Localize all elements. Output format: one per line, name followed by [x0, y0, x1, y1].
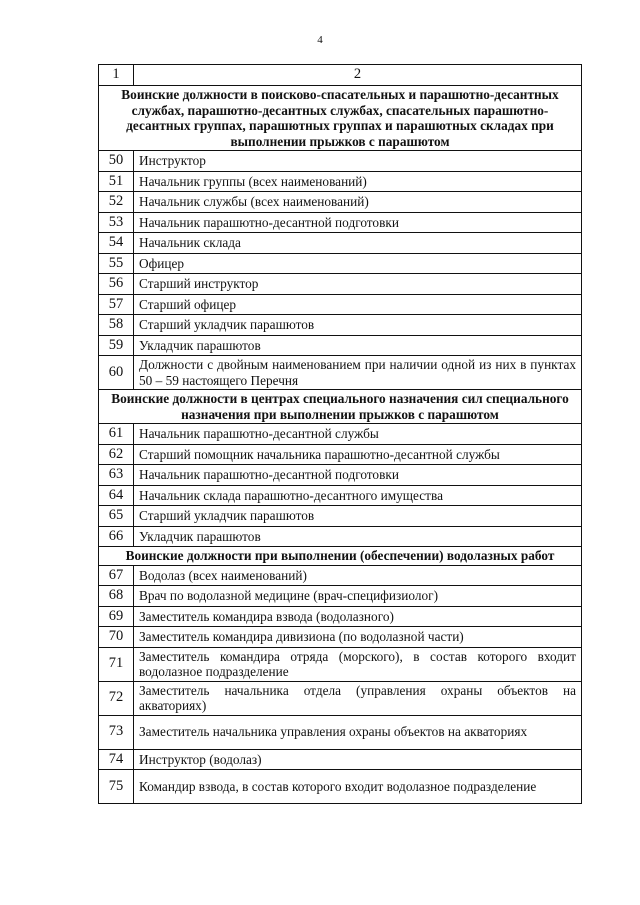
row-number: 72 — [99, 681, 134, 715]
row-number: 61 — [99, 424, 134, 445]
positions-table — [98, 64, 582, 804]
row-number: 68 — [99, 586, 134, 607]
row-number: 73 — [99, 715, 134, 749]
section-title: Воинские должности в поисково-спасательных и парашютно-десантных службах, парашютно-десантных службах, спасательных парашютно-десантных группах, парашютных группах и парашютных складах при выполнении прыжков с парашютом — [99, 86, 582, 151]
table-row — [99, 315, 582, 336]
section-header-row — [99, 547, 582, 566]
row-number: 57 — [99, 294, 134, 315]
table-row — [99, 171, 582, 192]
position-title: Начальник парашютно-десантной подготовки — [134, 212, 582, 233]
row-number: 67 — [99, 565, 134, 586]
row-number: 64 — [99, 485, 134, 506]
position-title: Должности с двойным наименованием при наличии одной из них в пунктах 50 – 59 настоящего Перечня — [134, 356, 582, 390]
table-row — [99, 627, 582, 648]
header-col-1: 1 — [99, 65, 134, 86]
table-row — [99, 253, 582, 274]
position-title: Водолаз (всех наименований) — [134, 565, 582, 586]
table-row — [99, 506, 582, 527]
header-col-2: 2 — [134, 65, 582, 86]
table-row — [99, 526, 582, 547]
row-number: 60 — [99, 356, 134, 390]
table-row — [99, 424, 582, 445]
row-number: 75 — [99, 770, 134, 804]
row-number: 71 — [99, 647, 134, 681]
position-title: Старший помощник начальника парашютно-десантной службы — [134, 444, 582, 465]
row-number: 70 — [99, 627, 134, 648]
table-row — [99, 715, 582, 749]
position-title: Заместитель командира отряда (морского), в состав которого входит водолазное подразделение — [134, 647, 582, 681]
position-title: Офицер — [134, 253, 582, 274]
table-row — [99, 749, 582, 770]
row-number: 51 — [99, 171, 134, 192]
row-number: 65 — [99, 506, 134, 527]
section-title: Воинские должности в центрах специального назначения сил специального назначения при выполнении прыжков с парашютом — [99, 390, 582, 424]
table-row — [99, 335, 582, 356]
table-row — [99, 586, 582, 607]
position-title: Командир взвода, в состав которого входит водолазное подразделение — [134, 770, 582, 804]
page-number: 4 — [317, 34, 323, 46]
position-title: Заместитель начальника управления охраны объектов на акваториях — [134, 715, 582, 749]
position-title: Заместитель начальника отдела (управления охраны объектов на акваториях) — [134, 681, 582, 715]
row-number: 55 — [99, 253, 134, 274]
position-title: Старший инструктор — [134, 274, 582, 295]
position-title: Старший укладчик парашютов — [134, 315, 582, 336]
table-row — [99, 151, 582, 172]
section-header-row — [99, 390, 582, 424]
table-row — [99, 681, 582, 715]
row-number: 58 — [99, 315, 134, 336]
row-number: 53 — [99, 212, 134, 233]
row-number: 54 — [99, 233, 134, 254]
table-row — [99, 485, 582, 506]
table-row — [99, 606, 582, 627]
section-title: Воинские должности при выполнении (обеспечении) водолазных работ — [99, 547, 582, 566]
position-title: Заместитель командира взвода (водолазного) — [134, 606, 582, 627]
row-number: 59 — [99, 335, 134, 356]
row-number: 63 — [99, 465, 134, 486]
position-title: Инструктор (водолаз) — [134, 749, 582, 770]
position-title: Начальник службы (всех наименований) — [134, 192, 582, 213]
position-title: Старший укладчик парашютов — [134, 506, 582, 527]
table-row — [99, 233, 582, 254]
row-number: 50 — [99, 151, 134, 172]
position-title: Начальник группы (всех наименований) — [134, 171, 582, 192]
table-row — [99, 294, 582, 315]
row-number: 69 — [99, 606, 134, 627]
table-row — [99, 212, 582, 233]
position-title: Начальник склада парашютно-десантного имущества — [134, 485, 582, 506]
row-number: 66 — [99, 526, 134, 547]
table-row — [99, 356, 582, 390]
table-row — [99, 444, 582, 465]
table-row — [99, 565, 582, 586]
position-title: Врач по водолазной медицине (врач-специфизиолог) — [134, 586, 582, 607]
table-row — [99, 274, 582, 295]
section-header-row — [99, 86, 582, 151]
position-title: Заместитель командира дивизиона (по водолазной части) — [134, 627, 582, 648]
table-row — [99, 192, 582, 213]
table-header-row — [99, 65, 582, 86]
table-row — [99, 465, 582, 486]
table-row — [99, 770, 582, 804]
row-number: 62 — [99, 444, 134, 465]
position-title: Старший офицер — [134, 294, 582, 315]
row-number: 56 — [99, 274, 134, 295]
position-title: Укладчик парашютов — [134, 335, 582, 356]
table-body — [99, 65, 582, 804]
position-title: Начальник склада — [134, 233, 582, 254]
row-number: 52 — [99, 192, 134, 213]
position-title: Укладчик парашютов — [134, 526, 582, 547]
position-title: Начальник парашютно-десантной подготовки — [134, 465, 582, 486]
row-number: 74 — [99, 749, 134, 770]
position-title: Начальник парашютно-десантной службы — [134, 424, 582, 445]
table-row — [99, 647, 582, 681]
position-title: Инструктор — [134, 151, 582, 172]
